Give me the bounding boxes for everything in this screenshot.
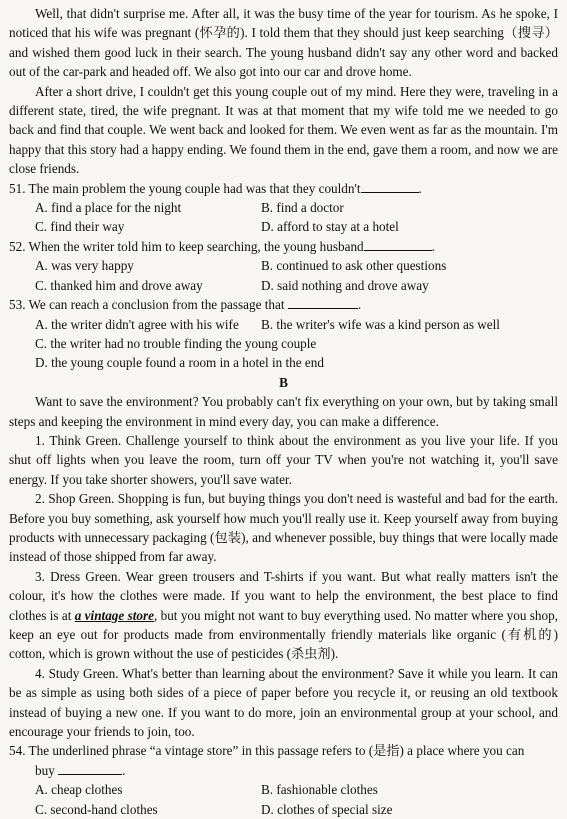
question-stem-end: . xyxy=(357,297,362,313)
passage-b-paragraph-2: 2. Shop Green. Shopping is fun, but buying things you don't need is wasteful and bad for the earth. Before you buy something, ask yourself how much you'll really use it. Keep yourself away from buying products with unnecessary packaging (包装), and whenever possible, buy things that were locally made instead of those shipped from far away. xyxy=(9,491,558,565)
option-c: C. the writer had no trouble finding the young couple xyxy=(35,335,317,351)
options-row xyxy=(9,256,558,275)
options-row xyxy=(9,217,558,236)
question-53 xyxy=(9,295,558,373)
question-stem-end: . xyxy=(418,180,422,196)
option-d: D. the young couple found a room in a hotel in the end xyxy=(35,355,324,371)
options-row xyxy=(9,780,558,799)
option-b: B. fashionable clothes xyxy=(261,782,378,798)
option-c: C. second-hand clothes xyxy=(35,801,158,817)
question-stem xyxy=(9,295,558,314)
option-b: B. the writer's wife was a kind person as well xyxy=(261,316,500,332)
option-c: C. thanked him and drove away xyxy=(35,277,203,293)
option-d: D. afford to stay at a hotel xyxy=(261,219,399,235)
question-51 xyxy=(9,179,558,237)
option-d: D. clothes of special size xyxy=(261,801,393,817)
answer-blank xyxy=(288,296,358,309)
section-heading: B xyxy=(279,374,288,390)
question-stem xyxy=(9,179,558,198)
underlined-phrase: a vintage store xyxy=(74,607,154,623)
passage-b-paragraph-4: 4. Study Green. What's better than learning about the environment? Save it while you learn. It can be as simple as using both sides of a piece of paper before you recycle it, or reusing an old textbook instead of buying a new one. If you want to do more, join an environmental group at your school, and encourage your friends to join, too. xyxy=(9,665,558,740)
option-c: C. find their way xyxy=(35,219,125,235)
question-stem: 54. The underlined phrase “a vintage store” in this passage refers to (是指) a place where you can xyxy=(9,743,525,759)
question-52 xyxy=(9,237,558,295)
options-row xyxy=(9,276,558,295)
options-row xyxy=(9,334,558,353)
paragraph-text: , but you might not want to buy everything used. No matter where you shop, keep an eye out for products made from environmentally friendly materials like organic (有机的) cotton, which is grown without the use of pesticides (杀虫剂). xyxy=(9,607,558,662)
options-row xyxy=(9,198,558,217)
passage-a-paragraph-2: After a short drive, I couldn't get this young couple out of my mind. Here they were, traveling in a different state, tired, the wife pregnant. It was at that moment that my wife told me we needed to go back and find that couple. We went back and looked for them. We even went as far as the mountain. I'm happy that this story had a happy ending. We found them in the end, gave them a room, and now we are close friends. xyxy=(9,83,558,177)
question-stem-text: buy xyxy=(35,762,55,778)
passage-a-paragraph-1: Well, that didn't surprise me. After all, it was the busy time of the year for tourism. As he spoke, I noticed that his wife was pregnant (怀孕的). I told them that they should just keep searching（搜寻）and wished them good luck in their search. The young husband didn't say any other word and backed out of the car-park and headed off. We also got into our car and drove home. xyxy=(9,6,558,80)
answer-blank xyxy=(58,762,122,775)
question-54 xyxy=(9,741,558,819)
options-row xyxy=(9,315,558,334)
passage-b-paragraph-1: 1. Think Green. Challenge yourself to think about the environment as you live your life. If you shut off lights when you leave the room, turn off your TV when you're not watching it, you'll save energy. If you take shorter showers, you'll save water. xyxy=(9,432,558,487)
question-stem-text: 51. The main problem the young couple had was that they couldn't xyxy=(9,180,361,196)
question-stem xyxy=(9,237,558,256)
option-a: A. the writer didn't agree with his wife xyxy=(35,316,239,332)
passage-b-intro: Want to save the environment? You probably can't fix everything on your own, but by taking small steps and keeping the environment in mind every day, you can make a difference. xyxy=(9,394,558,429)
passage-b-paragraph-3 xyxy=(9,567,558,664)
option-b: B. find a doctor xyxy=(261,200,344,216)
options-row xyxy=(9,353,558,372)
answer-blank xyxy=(361,180,419,193)
option-b: B. continued to ask other questions xyxy=(261,258,447,274)
question-stem-end: . xyxy=(431,238,435,254)
option-a: A. cheap clothes xyxy=(35,782,123,798)
option-a: A. was very happy xyxy=(35,258,134,274)
option-a: A. find a place for the night xyxy=(35,200,182,216)
question-stem-text: 52. When the writer told him to keep searching, the young husband xyxy=(9,238,364,254)
question-stem-end: . xyxy=(122,762,126,778)
paragraph-text: 3. Dress Green. Wear green trousers and T-shirts if you want. But what really matters isn't the colour, it's how the clothes were made. If you want to help the environment, the best place to find clothes is at xyxy=(9,568,558,623)
options-row xyxy=(9,800,558,819)
question-stem-continued xyxy=(9,761,558,780)
option-d: D. said nothing and drove away xyxy=(261,277,429,293)
answer-blank xyxy=(364,238,432,251)
question-stem-text: 53. We can reach a conclusion from the passage that xyxy=(9,297,285,313)
